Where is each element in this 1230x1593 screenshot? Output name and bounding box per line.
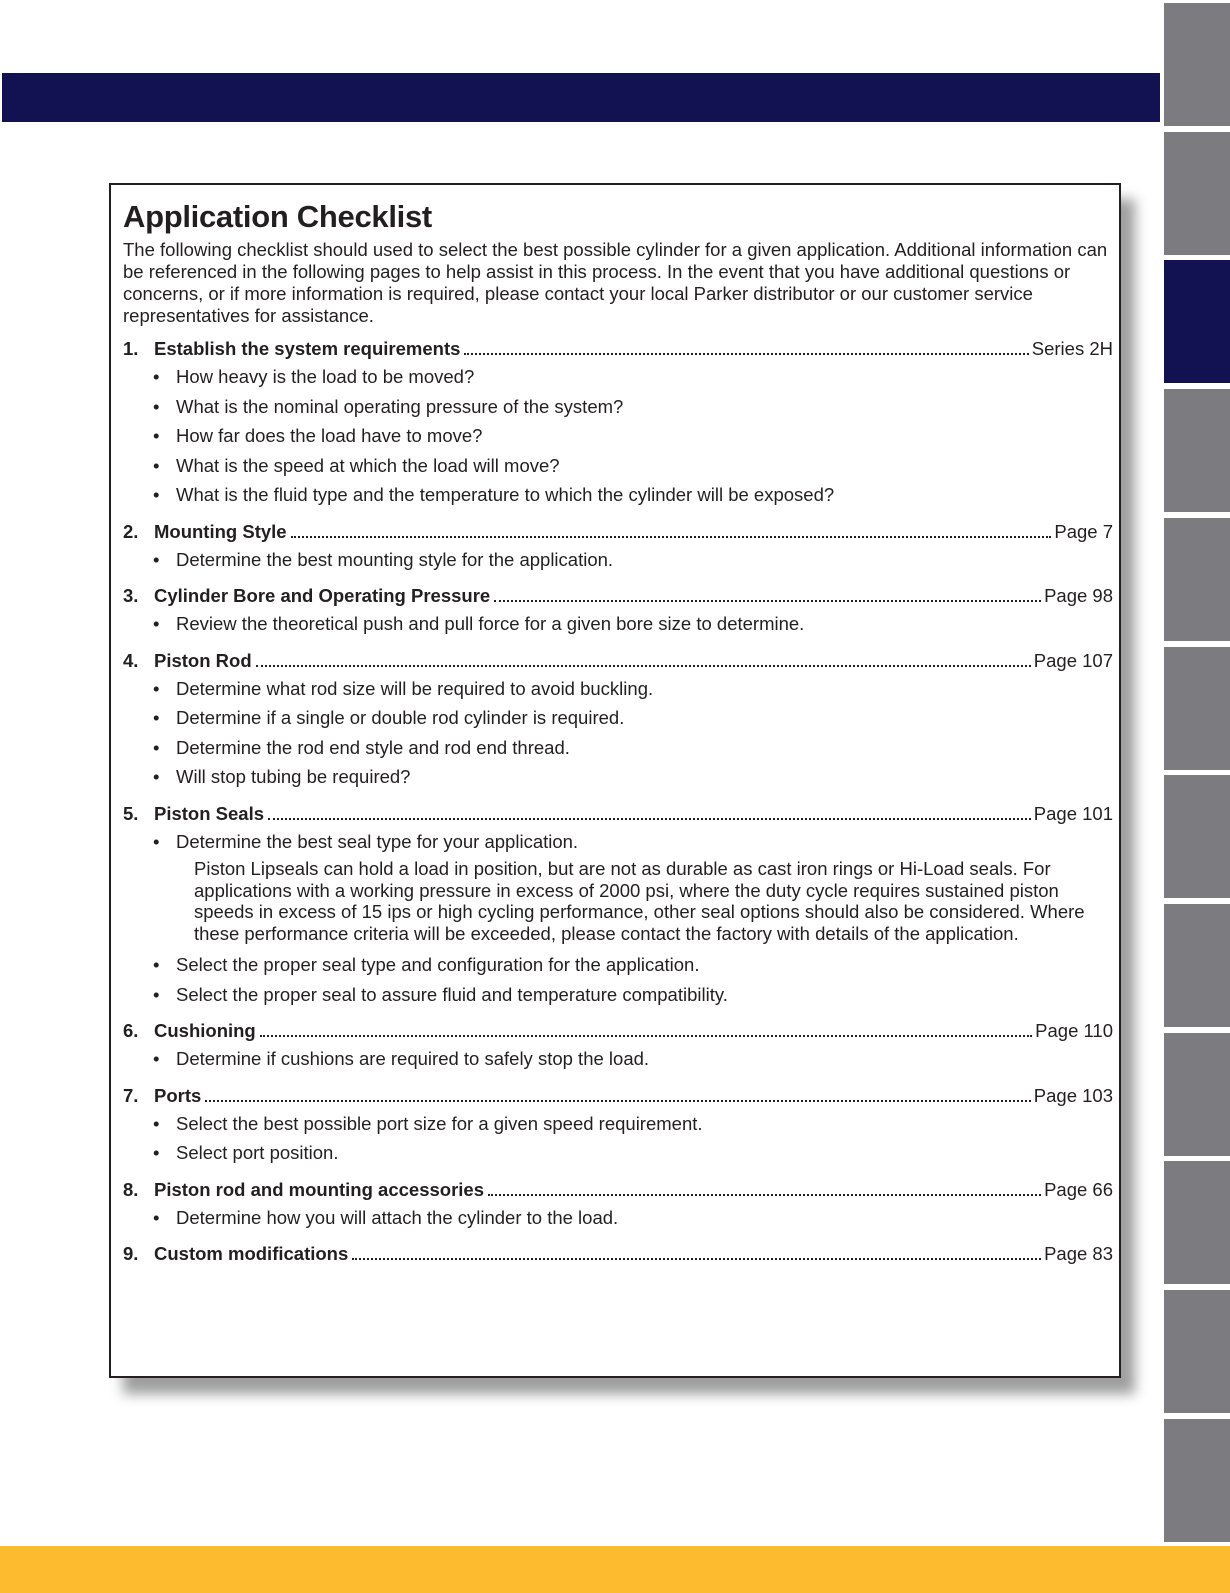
- side-tab-4[interactable]: [1164, 389, 1230, 512]
- checklist-item: [123, 1109, 1113, 1139]
- checklist-item: [123, 1138, 1113, 1168]
- bullet-icon: •: [153, 830, 160, 852]
- bullet-icon: •: [153, 766, 160, 787]
- checklist-item-text: Select the best possible port size for a given speed requirement.: [176, 1112, 703, 1134]
- side-tab-strip: [1164, 0, 1230, 1545]
- checklist-item-text: What is the speed at which the load will move?: [176, 454, 560, 476]
- bullet-icon: •: [153, 983, 160, 1005]
- dot-leader: [494, 600, 1041, 602]
- application-checklist-card: [109, 183, 1121, 1378]
- bullet-icon: •: [153, 484, 160, 505]
- checklist-item-text: Determine the best seal type for your application.: [176, 830, 579, 852]
- checklist-item: [123, 733, 1113, 763]
- dot-leader: [205, 1100, 1030, 1102]
- section-page-reference: Series 2H: [1031, 338, 1113, 359]
- bullet-icon: •: [153, 425, 160, 446]
- section-title: Cushioning: [154, 1020, 256, 1041]
- section-heading: [123, 648, 1113, 674]
- bullet-icon: •: [153, 1112, 160, 1134]
- dot-leader: [488, 1194, 1041, 1196]
- section-note: Piston Lipseals can hold a load in position, but are not as durable as cast iron rings or Hi-Load seals. For applications with a working pressure in excess of 2000 psi, where the duty cycle requires sustained piston speeds in excess of 15 ips or high cycling performance, other seal options should also be considered. Where these performance criteria will be exceeded, please contact the factory with details of the application.: [194, 858, 1085, 944]
- checklist-item-text: Determine the rod end style and rod end thread.: [176, 736, 570, 758]
- checklist-item: [123, 980, 1113, 1010]
- section-heading: [123, 519, 1113, 545]
- side-tab-2[interactable]: [1164, 132, 1230, 255]
- dot-leader: [260, 1035, 1032, 1037]
- bullet-icon: •: [153, 366, 160, 387]
- section-item-list: [123, 1109, 1113, 1168]
- checklist-section: [123, 1241, 1113, 1267]
- section-number: 8.: [123, 1178, 139, 1200]
- section-page-reference: Page 66: [1044, 1178, 1113, 1200]
- bullet-icon: •: [153, 1048, 160, 1069]
- section-page-reference: Page 98: [1044, 585, 1113, 606]
- checklist-section: [123, 648, 1113, 792]
- section-page-reference: Page 103: [1033, 1084, 1113, 1106]
- section-title: Establish the system requirements: [154, 338, 461, 359]
- dot-leader: [268, 818, 1031, 820]
- checklist-section: [123, 1018, 1113, 1074]
- section-title: Custom modifications: [154, 1243, 349, 1264]
- section-page-reference: Page 7: [1054, 520, 1113, 542]
- checklist-item: [123, 1203, 1113, 1233]
- section-title: Ports: [154, 1084, 202, 1106]
- section-number: 4.: [123, 649, 139, 671]
- section-heading: [123, 1018, 1113, 1044]
- bullet-icon: •: [153, 954, 160, 975]
- section-number: 9.: [123, 1243, 139, 1264]
- bullet-icon: •: [153, 736, 160, 758]
- bullet-icon: •: [153, 395, 160, 417]
- side-tab-12[interactable]: [1164, 1419, 1230, 1542]
- checklist-item-text: Determine how you will attach the cylinder to the load.: [176, 1206, 619, 1228]
- section-item-list: [123, 362, 1113, 510]
- section-heading: [123, 336, 1113, 362]
- checklist-section: [123, 801, 1113, 1010]
- checklist-item: [123, 362, 1113, 392]
- checklist-item: [123, 480, 1113, 510]
- dot-leader: [464, 353, 1028, 355]
- section-item-list: [123, 545, 1113, 575]
- section-heading: [123, 801, 1113, 827]
- side-tab-6[interactable]: [1164, 647, 1230, 770]
- checklist-item-text: Determine if a single or double rod cylinder is required.: [176, 707, 625, 728]
- checklist-item: [123, 950, 1113, 980]
- checklist-item-text: What is the nominal operating pressure of the system?: [176, 395, 624, 417]
- bullet-icon: •: [153, 1206, 160, 1228]
- bullet-icon: •: [153, 707, 160, 728]
- checklist-section: [123, 1083, 1113, 1168]
- section-heading: [123, 1241, 1113, 1267]
- checklist-section: [123, 519, 1113, 575]
- section-page-reference: Page 83: [1044, 1243, 1113, 1264]
- checklist-item: [123, 609, 1113, 639]
- checklist-item: [123, 827, 1113, 857]
- checklist-item-text: Select the proper seal type and configuration for the application.: [176, 954, 700, 975]
- section-number: 3.: [123, 585, 139, 606]
- checklist-item: [123, 421, 1113, 451]
- checklist-item-text: How heavy is the load to be moved?: [176, 366, 475, 387]
- side-tab-7[interactable]: [1164, 775, 1230, 898]
- section-title: Piston Rod: [154, 649, 252, 671]
- section-item-list: [123, 609, 1113, 639]
- side-tab-5[interactable]: [1164, 518, 1230, 641]
- checklist-item-text: How far does the load have to move?: [176, 425, 483, 446]
- dot-leader: [352, 1258, 1041, 1260]
- section-heading: [123, 1083, 1113, 1109]
- checklist-item: [123, 451, 1113, 481]
- checklist-section: [123, 583, 1113, 639]
- dot-leader: [256, 665, 1031, 667]
- checklist-title: Application Checklist: [123, 199, 432, 234]
- section-title: Piston rod and mounting accessories: [154, 1178, 484, 1200]
- section-number: 2.: [123, 520, 139, 542]
- checklist-item: [123, 762, 1113, 792]
- checklist-item-text: Review the theoretical push and pull force for a given bore size to determine.: [176, 613, 805, 634]
- side-tab-11[interactable]: [1164, 1290, 1230, 1413]
- section-page-reference: Page 107: [1033, 649, 1113, 671]
- section-number: 1.: [123, 338, 139, 359]
- side-tab-3[interactable]: [1164, 260, 1230, 383]
- dot-leader: [291, 536, 1052, 538]
- checklist-item-text: Determine if cushions are required to safely stop the load.: [176, 1048, 650, 1069]
- section-page-reference: Page 101: [1033, 802, 1113, 824]
- checklist-item-text: Determine what rod size will be required to avoid buckling.: [176, 677, 654, 699]
- checklist-section: [123, 336, 1113, 510]
- side-tab-8[interactable]: [1164, 904, 1230, 1027]
- bullet-icon: •: [153, 1142, 160, 1163]
- side-tab-10[interactable]: [1164, 1161, 1230, 1284]
- checklist-item: [123, 674, 1113, 704]
- header-band: [2, 73, 1160, 122]
- checklist-intro: The following checklist should used to select the best possible cylinder for a given application. Additional information can be referenced in the following pages to help assist in this process. In the event that you have additional questions or concerns, or if more information is required, please contact your local Parker distributor or our customer service representatives for assistance.: [123, 239, 1108, 326]
- section-item-list: [123, 827, 1113, 1010]
- checklist-item: [123, 392, 1113, 422]
- checklist-item-text: Select the proper seal to assure fluid and temperature compatibility.: [176, 983, 728, 1005]
- bullet-icon: •: [153, 613, 160, 634]
- section-title: Piston Seals: [154, 802, 265, 824]
- checklist-item-text: Select port position.: [176, 1142, 339, 1163]
- section-number: 6.: [123, 1020, 139, 1041]
- checklist-sections: [123, 336, 1113, 1267]
- checklist-item: [123, 703, 1113, 733]
- bullet-icon: •: [153, 548, 160, 570]
- bullet-icon: •: [153, 454, 160, 476]
- section-item-list: [123, 674, 1113, 792]
- section-title: Cylinder Bore and Operating Pressure: [154, 585, 491, 606]
- checklist-item: [123, 545, 1113, 575]
- section-heading: [123, 1177, 1113, 1203]
- section-page-reference: Page 110: [1035, 1020, 1113, 1041]
- section-item-list: [123, 1044, 1113, 1074]
- section-number: 5.: [123, 802, 139, 824]
- checklist-section: [123, 1177, 1113, 1233]
- section-title: Mounting Style: [154, 520, 287, 542]
- section-item-list: [123, 1203, 1113, 1233]
- checklist-item-text: Determine the best mounting style for the application.: [176, 548, 614, 570]
- checklist-item-text: What is the fluid type and the temperature to which the cylinder will be exposed?: [176, 484, 835, 505]
- checklist-item: [123, 1044, 1113, 1074]
- checklist-item-text: Will stop tubing be required?: [176, 766, 411, 787]
- section-number: 7.: [123, 1084, 139, 1106]
- side-tab-1[interactable]: [1164, 3, 1230, 126]
- section-heading: [123, 583, 1113, 609]
- footer-band: [0, 1546, 1230, 1593]
- bullet-icon: •: [153, 677, 160, 699]
- side-tab-9[interactable]: [1164, 1033, 1230, 1156]
